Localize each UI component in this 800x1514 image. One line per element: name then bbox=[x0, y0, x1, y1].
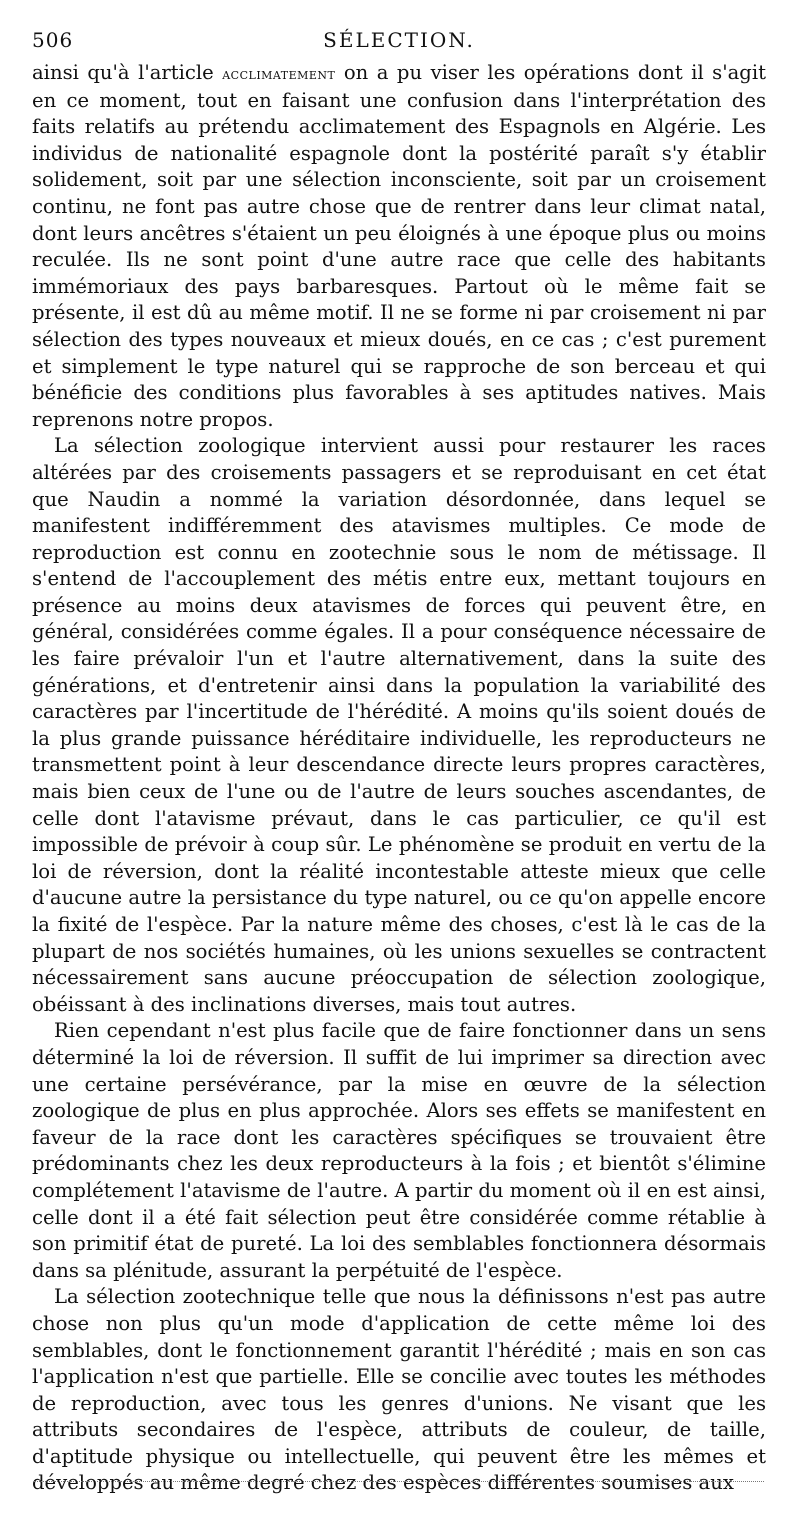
footer-rule bbox=[34, 1481, 764, 1482]
running-head bbox=[32, 28, 766, 54]
paragraph-text: ainsi qu'à l'article bbox=[32, 61, 223, 84]
small-caps-term: acclimatement bbox=[222, 65, 336, 83]
paragraph-text: on a pu viser les opérations dont il s'agit en ce moment, tout en faisant une confusion dans l'interprétation des faits relatifs au prétendu acclimatement des Espagnols en Algérie. Les individus de nationalité espagnole dont la postérité paraît s'y établir solidement, soit par une sélection inconsciente, soit par un croisement continu, ne font pas autre chose que de rentrer dans leur climat natal, dont leurs ancêtres s'étaient un peu éloignés à une époque plus ou moins reculée. Ils ne sont point d'une autre race que celle des habitants immémoriaux des pays barbaresques. Partout où le même fait se présente, il est dû au même motif. Il ne se forme ni par croisement ni par sélection des types nouveaux et mieux doués, en ce cas ; c'est purement et simplement le type naturel qui se rapproche de son berceau et qui bénéficie des conditions plus favorables à ses aptitudes natives. Mais reprenons notre propos. bbox=[32, 61, 766, 431]
paragraph: La sélection zoologique intervient aussi pour restaurer les races altérées par des croisements passagers et se reproduisant en cet état que Naudin a nommé la variation désordonnée, dans lequel se manifestent indifféremment des atavismes multiples. Ce mode de reproduction est connu en zootechnie sous le nom de métissage. Il s'entend de l'accouplement des métis entre eux, mettant toujours en présence au moins deux atavismes de forces qui peuvent être, en général, considérées comme égales. Il a pour conséquence nécessaire de les faire prévaloir l'un et l'autre alternativement, dans la suite des générations, et d'entretenir ainsi dans la population la variabilité des caractères par l'incertitude de l'hérédité. A moins qu'ils soient doués de la plus grande puissance héréditaire individuelle, les reproducteurs ne transmettent point à leur descendance directe leurs propres caractères, mais bien ceux de l'une ou de l'autre de leurs souches ascendantes, de celle dont l'atavisme prévaut, dans le cas particulier, ce qu'il est impossible de prévoir à coup sûr. Le phénomène se produit en vertu de la loi de réversion, dont la réalité incontestable atteste mieux que celle d'aucune autre la persistance du type naturel, ou ce qu'on appelle encore la fixité de l'espèce. Par la nature même des choses, c'est là le cas de la plupart de nos sociétés humaines, où les unions sexuelles se contractent nécessairement sans aucune préoccupation de sélection zoologique, obéissant à des inclinations diverses, mais tout autres. bbox=[32, 434, 766, 1016]
book-page bbox=[32, 28, 766, 1497]
paragraph: La sélection zootechnique telle que nous la définissons n'est pas autre chose non plus qu'un mode d'application de cette même loi des semblables, dont le fonctionnement garantit l'hérédité ; mais en son cas l'application n'est que partielle. Elle se concilie avec toutes les méthodes de reproduction, avec tous les genres d'unions. Ne visant que les attributs secondaires de l'espèce, attributs de couleur, de taille, d'aptitude physique ou intellectuelle, qui peuvent être les mêmes et développés au même degré chez des espèces différentes soumises aux bbox=[32, 1285, 766, 1495]
paragraph: Rien cependant n'est plus facile que de faire fonctionner dans un sens déterminé la loi de réversion. Il suffit de lui imprimer sa direction avec une certaine persévérance, par la mise en œuvre de la sélection zoologique de plus en plus approchée. Alors ses effets se manifestent en faveur de la race dont les caractères spécifiques se trouvaient être prédominants chez les deux reproducteurs à la fois ; et bientôt s'élimine complétement l'atavisme de l'autre. A partir du moment où il en est ainsi, celle dont il a été fait sélection peut être considérée comme rétablie à son primitif état de pureté. La loi des semblables fonctionnera désormais dans sa plénitude, assurant la perpétuité de l'espèce. bbox=[32, 1019, 766, 1282]
paragraph-continued bbox=[32, 60, 766, 433]
running-title: SÉLECTION. bbox=[323, 28, 475, 52]
page-number: 506 bbox=[32, 28, 74, 52]
body-text bbox=[32, 60, 766, 1497]
